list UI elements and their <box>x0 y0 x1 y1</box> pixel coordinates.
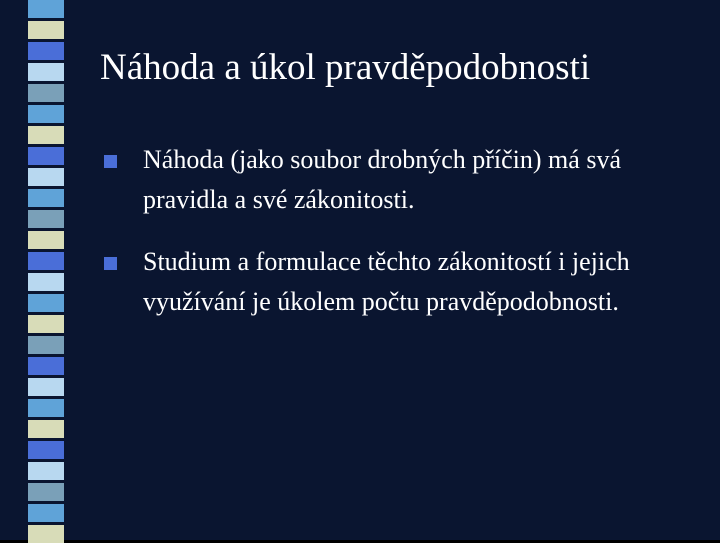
stripe-block <box>28 504 64 522</box>
stripe-block <box>28 378 64 396</box>
stripe-block <box>28 420 64 438</box>
stripe-block <box>28 273 64 291</box>
stripe-block <box>28 42 64 60</box>
stripe-block <box>28 357 64 375</box>
bullet-text: Studium a formulace těchto zákonitostí i jejich využívání je úkolem počtu pravděpodobnosti. <box>143 247 630 317</box>
stripe-block <box>28 399 64 417</box>
stripe-block <box>28 0 64 18</box>
stripe-block <box>28 483 64 501</box>
stripe-block <box>28 147 64 165</box>
stripe-block <box>28 21 64 39</box>
stripe-block <box>28 210 64 228</box>
bullet-item <box>100 140 700 220</box>
stripe-divider <box>68 0 80 540</box>
square-bullet-icon <box>104 257 117 270</box>
stripe-block <box>28 441 64 459</box>
decorative-stripe <box>0 0 86 540</box>
stripe-block <box>28 84 64 102</box>
stripe-block <box>28 294 64 312</box>
bullet-list <box>100 140 700 344</box>
stripe-block <box>28 105 64 123</box>
stripe-block <box>28 336 64 354</box>
stripe-block <box>28 126 64 144</box>
stripe-block <box>28 63 64 81</box>
slide-title: Náhoda a úkol pravděpodobnosti <box>100 47 591 88</box>
stripe-block <box>28 462 64 480</box>
stripe-block <box>28 168 64 186</box>
bullet-item <box>100 242 700 322</box>
stripe-block <box>28 231 64 249</box>
stripe-block <box>28 189 64 207</box>
stripe-block <box>28 525 64 543</box>
stripe-block <box>28 315 64 333</box>
stripe-block <box>28 252 64 270</box>
square-bullet-icon <box>104 155 117 168</box>
bullet-text: Náhoda (jako soubor drobných příčin) má svá pravidla a své zákonitosti. <box>143 145 621 215</box>
